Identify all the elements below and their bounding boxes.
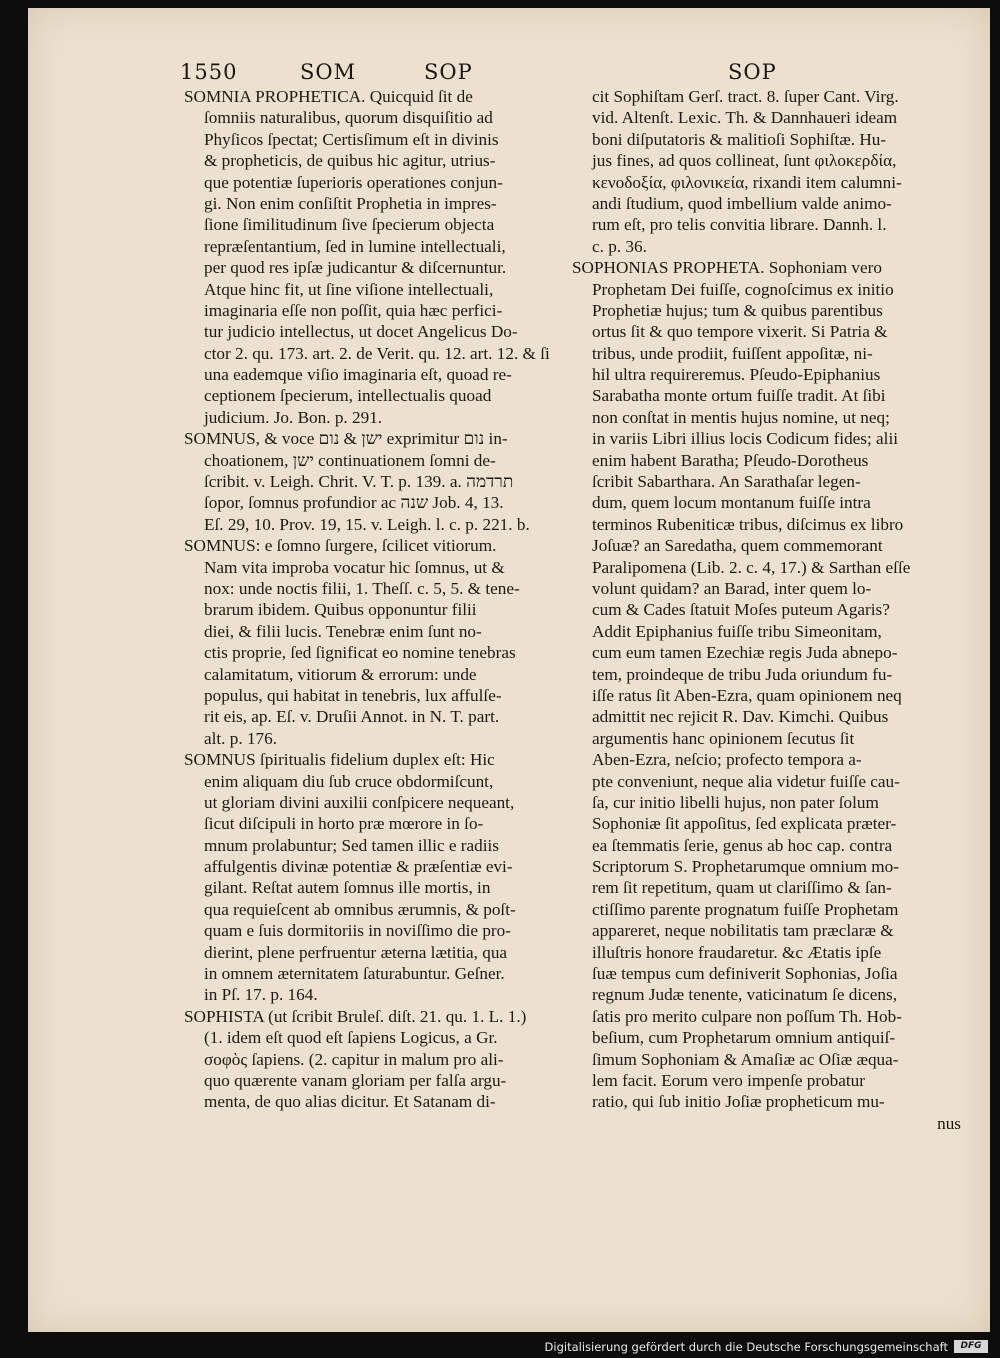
text-line: terminos Rubeniticæ tribus, diſcimus ex libro bbox=[592, 514, 904, 534]
text-line: hil ultra requireremus. Pſeudo-Epiphanius bbox=[592, 365, 881, 385]
text-line: enim habent Baratha; Pſeudo-Dorotheus bbox=[592, 450, 869, 470]
text-line: cum & Cades ſtatuit Moſes puteum Agaris? bbox=[592, 600, 890, 620]
text-line: ſcribit. v. Leigh. Chrit. V. T. p. 139. a. תרדמה bbox=[204, 472, 514, 492]
text-line: quo quærente vanam gloriam per falſa argu- bbox=[204, 1070, 507, 1090]
text-line: ortus ſit & quo tempore vixerit. Si Patria & bbox=[592, 322, 888, 342]
text-line: Sarabatha monte ortum fuiſſe tradit. At ſibi bbox=[592, 386, 886, 406]
text-line: Nam vita improba vocatur hic ſomnus, ut & bbox=[204, 557, 505, 577]
text-line: Prophetam Dei fuiſſe, cognoſcimus ex initio bbox=[592, 279, 894, 299]
right-column bbox=[572, 86, 967, 1134]
running-head-right: SOP bbox=[728, 60, 777, 84]
text-line: ſatis pro merito culpare non poſſum Th. Hob- bbox=[592, 1006, 902, 1026]
text-line: non conſtat in mentis hujus nomine, ut neq; bbox=[592, 407, 890, 427]
text-line: Eſ. 29, 10. Prov. 19, 15. v. Leigh. l. c. p. 221. b. bbox=[204, 514, 530, 534]
text-line: SOPHONIAS PROPHETA. Sophoniam vero bbox=[572, 258, 882, 278]
text-line: ſomniis naturalibus, quorum disquiſitio ad bbox=[204, 108, 493, 128]
text-line: ſopor, ſomnus profundior ac שנה Job. 4, 13. bbox=[204, 493, 504, 513]
text-line: Joſuæ? an Saredatha, quem commemorant bbox=[592, 536, 883, 556]
text-line: que potentiæ ſuperioris operationes conjun- bbox=[204, 172, 503, 192]
running-head-center: SOP bbox=[424, 60, 473, 84]
text-line: tur judicio intellectus, ut docet Angelicus Do- bbox=[204, 322, 518, 342]
text-line: una eademque viſio imaginaria eſt, quoad re- bbox=[204, 365, 512, 385]
text-line: appareret, neque nobilitatis tam præclaræ & bbox=[592, 921, 894, 941]
text-line: ctis proprie, ſed ſignificat eo nomine tenebras bbox=[204, 643, 516, 663]
text-line: populus, qui habitat in tenebris, lux affulſe- bbox=[204, 685, 502, 705]
text-line: enim aliquam diu ſub cruce obdormiſcunt, bbox=[204, 771, 494, 791]
text-line: affulgentis divinæ potentiæ & præſentiæ evi- bbox=[204, 857, 513, 877]
text-line: Aben-Ezra, neſcio; profecto tempora a- bbox=[592, 750, 862, 770]
text-line: ut gloriam divini auxilii conſpicere nequeant, bbox=[204, 792, 515, 812]
text-line: in variis Libri illius locis Codicum fides; alii bbox=[592, 429, 899, 449]
text-line: ratio, qui ſub initio Joſiæ propheticum mu- bbox=[592, 1092, 885, 1112]
text-line: Phyſicos ſpectat; Certisſimum eſt in divinis bbox=[204, 129, 499, 149]
text-line: illuſtris honore fraudaretur. &c Ætatis ipſe bbox=[592, 942, 882, 962]
text-line: nus bbox=[937, 1113, 961, 1133]
text-line: iſſe ratus ſit Aben-Ezra, quam opinionem neq bbox=[592, 685, 902, 705]
text-line: Sophoniæ ſit appoſitus, ſed explicata præter- bbox=[592, 814, 897, 834]
text-line: ea ſtemmatis ſerie, genus ab hoc cap. contra bbox=[592, 835, 893, 855]
text-line: σοφὸς ſapiens. (2. capitur in malum pro ali- bbox=[204, 1049, 504, 1069]
text-line: ſcribit Sabarthara. An Sarathaſar legen- bbox=[592, 472, 861, 492]
footer-bar bbox=[0, 1338, 1000, 1356]
text-line: choationem, ישן continuationem ſomni de- bbox=[204, 450, 496, 470]
text-line: in omnem æternitatem ſaturabuntur. Geſner. bbox=[204, 964, 505, 984]
text-line: dierint, plene perfruentur æterna lætitia, qua bbox=[204, 942, 508, 962]
text-line: pte conveniunt, neque alia videtur fuiſſe cau- bbox=[592, 771, 900, 791]
text-line: cum eum tamen Ezechiæ regis Juda abnepo- bbox=[592, 643, 898, 663]
text-line: vid. Altenſt. Lexic. Th. & Dannhaueri ideam bbox=[592, 108, 898, 128]
text-line: (1. idem eſt quod eſt ſapiens Logicus, a Gr. bbox=[204, 1028, 498, 1048]
text-line: gilant. Reſtat autem ſomnus ille mortis, in bbox=[204, 878, 491, 898]
text-line: diei, & filii lucis. Tenebræ enim ſunt no- bbox=[204, 621, 482, 641]
text-line: admittit nec rejicit R. Dav. Kimchi. Quibus bbox=[592, 707, 889, 727]
text-line: mnum prolabuntur; Sed tamen illic e radiis bbox=[204, 835, 499, 855]
text-line: ſicut diſcipuli in horto præ mœrore in ſo- bbox=[204, 814, 484, 834]
text-line: quam e ſuis dormitoriis in noviſſimo die pro- bbox=[204, 921, 511, 941]
text-line: rem ſit repetitum, quam ut clariſſimo & ſan- bbox=[592, 878, 892, 898]
text-line: in Pſ. 17. p. 164. bbox=[204, 985, 318, 1005]
text-line: Paralipomena (Lib. 2. c. 4, 17.) & Sarthan eſſe bbox=[592, 557, 911, 577]
text-line: ctiſſimo parente prognatum fuiſſe Prophetam bbox=[592, 899, 899, 919]
text-line: boni diſputatoris & malitioſi Sophiſtæ. Hu- bbox=[592, 129, 887, 149]
text-line: regnum Judæ tenente, vaticinatum ſe dicens, bbox=[592, 985, 897, 1005]
text-line: ceptionem ſpecierum, intellectualis quoad bbox=[204, 386, 492, 406]
text-line: ſimum Sophoniam & Amaſiæ ac Oſiæ æqua- bbox=[592, 1049, 899, 1069]
text-line: argumentis hanc opinionem ſecutus ſit bbox=[592, 728, 855, 748]
book-page bbox=[28, 8, 990, 1332]
text-line: ſione ſimilitudinum ſive ſpecierum objecta bbox=[204, 215, 495, 235]
text-line: judicium. Jo. Bon. p. 291. bbox=[204, 407, 383, 427]
text-line: Prophetiæ hujus; tum & quibus parentibus bbox=[592, 300, 883, 320]
text-line: SOMNUS: e ſomno ſurgere, ſcilicet vitiorum. bbox=[184, 536, 497, 556]
text-line: SOMNIA PROPHETICA. Quicquid ſit de bbox=[184, 87, 473, 106]
text-line: nox: unde noctis filii, 1. Theſſ. c. 5, 5. & tene- bbox=[204, 578, 520, 598]
text-line: repræſentantium, ſed in lumine intellectuali, bbox=[204, 236, 506, 256]
text-line: cit Sophiſtam Gerſ. tract. 8. ſuper Cant. Virg. bbox=[592, 87, 899, 106]
text-line: alt. p. 176. bbox=[204, 728, 278, 748]
running-head-left: SOM bbox=[300, 60, 357, 84]
text-line: rit eis, ap. Eſ. v. Druſii Annot. in N. T. part. bbox=[204, 707, 500, 727]
text-line: SOPHISTA (ut ſcribit Bruleſ. diſt. 21. qu. 1. L. 1.) bbox=[184, 1006, 527, 1026]
text-line: menta, de quo alias dicitur. Et Satanam di- bbox=[204, 1092, 496, 1112]
text-line: jus fines, ad quos collineat, ſunt φιλοκερδία, bbox=[592, 151, 897, 171]
text-line: ſuæ tempus cum definiverit Sophonias, Joſia bbox=[592, 964, 898, 984]
text-line: ctor 2. qu. 173. art. 2. de Verit. qu. 12. art. 12. & ſi bbox=[204, 343, 550, 363]
text-line: & propheticis, de quibus hic agitur, utrius- bbox=[204, 151, 496, 171]
text-line: brarum ibidem. Quibus opponuntur filii bbox=[204, 600, 477, 620]
text-line: gi. Non enim conſiſtit Prophetia in impres- bbox=[204, 193, 497, 213]
left-column bbox=[184, 86, 574, 1113]
text-line: κενοδοξία, φιλονικεία, rixandi item calumni- bbox=[592, 172, 902, 192]
text-line: beſium, cum Prophetarum omnium antiquiſ- bbox=[592, 1028, 896, 1048]
text-line: qua requieſcent ab omnibus ærumnis, & poſt- bbox=[204, 899, 516, 919]
page-number: 1550 bbox=[180, 60, 238, 84]
text-line: lem facit. Eorum vero impenſe probatur bbox=[592, 1070, 865, 1090]
text-line: Scriptorum S. Prophetarumque omnium mo- bbox=[592, 857, 899, 877]
text-line: tem, proindeque de tribu Juda oriundum fu- bbox=[592, 664, 893, 684]
text-line: SOMNUS, & voce ישן & נום exprimitur נום in- bbox=[184, 429, 508, 449]
text-line: volunt quidam? an Barad, inter quem lo- bbox=[592, 578, 872, 598]
text-line: rum eſt, pro telis convitia librare. Dannh. l. bbox=[592, 215, 887, 235]
text-line: imaginaria eſſe non poſſit, quia hæc perfici- bbox=[204, 300, 503, 320]
text-line: Atque hinc fit, ut ſine viſione intellectuali, bbox=[204, 279, 494, 299]
text-line: per quod res ipſæ judicantur & diſcernuntur. bbox=[204, 258, 507, 278]
text-line: Addit Epiphanius fuiſſe tribu Simeonitam, bbox=[592, 621, 882, 641]
text-line: SOMNUS ſpiritualis fidelium duplex eſt: Hic bbox=[184, 750, 495, 770]
text-line: andi ſtudium, quod imbellium valde animo- bbox=[592, 193, 892, 213]
text-line: ſa, cur initio libelli hujus, non pater ſolum bbox=[592, 792, 879, 812]
text-line: dum, quem locum montanum fuiſſe intra bbox=[592, 493, 871, 513]
funding-notice: Digitalisierung gefördert durch die Deutsche Forschungsgemeinschaft bbox=[544, 1340, 948, 1354]
text-line: tribus, unde prodiit, fuiſſent appoſitæ, ni- bbox=[592, 343, 873, 363]
text-line: c. p. 36. bbox=[592, 236, 647, 256]
text-line: calamitatum, vitiorum & errorum: unde bbox=[204, 664, 477, 684]
dfg-logo: DFG bbox=[954, 1340, 988, 1353]
